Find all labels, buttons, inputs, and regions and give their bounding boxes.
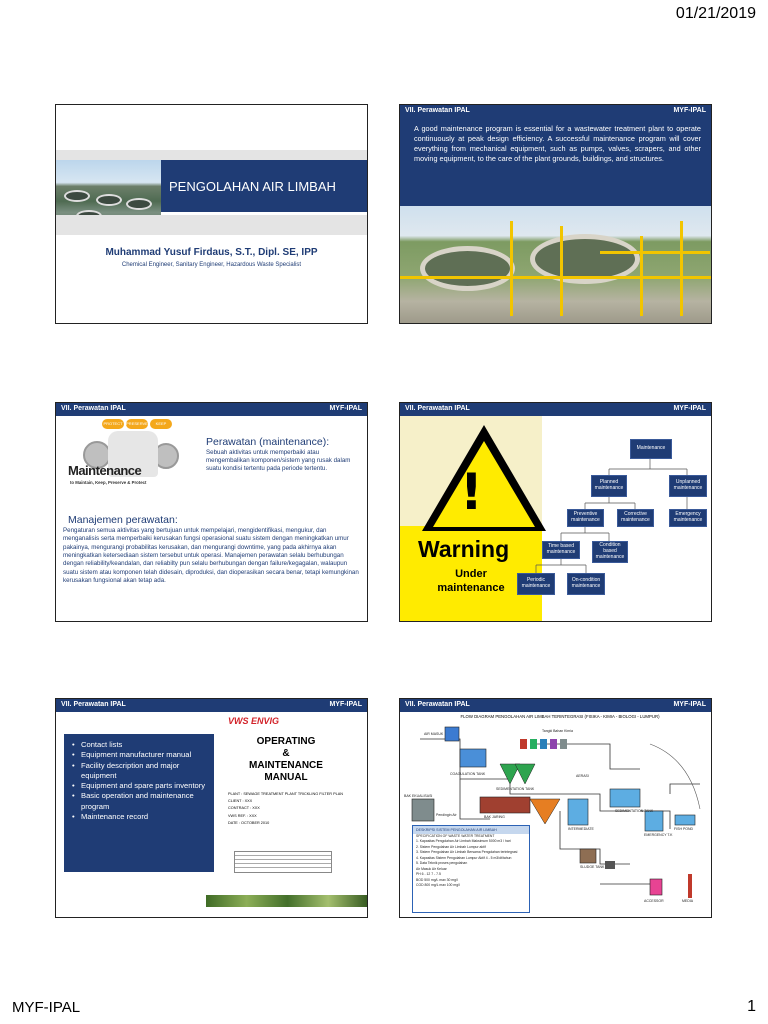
- node-emergency: Emergency maintenance: [669, 509, 707, 527]
- sign-preserve: PRESERVE: [126, 419, 148, 429]
- diagram-label: EMERGENCY T.K: [644, 833, 673, 837]
- list-item: • Facility description and major equipment: [72, 761, 208, 782]
- grass-image: [206, 895, 368, 907]
- diagram-label: Pendingin Air: [436, 813, 457, 817]
- node-unplanned: Unplanned maintenance: [669, 475, 707, 497]
- diagram-label: SLUDGE TANK: [580, 865, 605, 869]
- box-subtitle: SPECIFICATION OF WASTE WATER TREATMENT: [416, 834, 495, 838]
- diagram-label: COAGULATION TANK: [450, 772, 486, 776]
- heading-manajemen: Manajemen perawatan:: [68, 514, 178, 526]
- text-manajemen: Pengaturan semua aktivitas yang bertujuan untuk mempelajari, mengidentifikasi, mengukur, dan menganalisis serta memperbaiki kerusakan fungsi operasional suatu sistem dengan meningkatkan umur pakainya, mengurangi probabilitas kerusakan, dan mengurangi downtime, yang pada akhirnya akan meningkatkan ketersediaan sistem tersebut untuk operasi. Manajemen perawatan selalu berhubungan dengan reliability/keandalan, dan reliabilty pun selalu berhubungan dengan failure/kegagalan, walaupun suatu sistem atau komponen telah didesain, diproduksi, dan dioperasikan secara benar, tetapi kemungkinan kerusakan fungsional akan tetap ada.: [63, 527, 359, 585]
- slide-flow-diagram: [399, 698, 712, 918]
- slide-title-text: PENGOLAHAN AIR LIMBAH: [161, 160, 368, 212]
- tree-connectors: [400, 403, 712, 622]
- text-perawatan: Sebuah aktivitas untuk memperbaiki atau mengembalikan komponen/sistem yang rusak dalam suatu kondisi tertentu pada periode tertentu.: [206, 449, 351, 473]
- slide-header: VII. Perawatan IPAL MYF-IPAL: [56, 403, 367, 416]
- under-maintenance-text: Under maintenance: [437, 568, 505, 595]
- diagram-label: AERASI: [576, 774, 589, 778]
- sign-keep: KEEP: [150, 419, 172, 429]
- diagram-label: BAK EKUALISASI: [404, 794, 433, 798]
- slide-title: [55, 104, 368, 324]
- diagram-label: SEDIMENTATION TANK: [615, 809, 654, 813]
- page-number: 1: [747, 998, 756, 1015]
- author-name: Muhammad Yusuf Firdaus, S.T., Dipl. SE, IPP: [105, 247, 318, 258]
- brand-logo: VWS ENVIG: [228, 716, 280, 726]
- list-item: • Maintenance record: [72, 812, 208, 822]
- diagram-label: BAK JARING: [484, 815, 505, 819]
- manual-title: OPERATING & MAINTENANCE MANUAL: [249, 736, 323, 783]
- diagram-label: AIR MASUK: [424, 732, 444, 736]
- slide-definition: [55, 402, 368, 622]
- revision-table: [234, 851, 332, 873]
- program-text: A good maintenance program is essential for a wastewater treatment plant to operate continuously at peak design efficiency. A successful maintenance program will cover everything from mechanical equipment, such as pumps, valves, scrapers, and other moving equipment, to the care of the plant grounds, buildings, and structures.: [400, 118, 711, 206]
- heading-perawatan: Perawatan (maintenance):: [206, 436, 330, 448]
- node-time-based: Time based maintenance: [542, 541, 580, 559]
- diagram-label: ACCESSOR: [644, 899, 664, 903]
- author-role: Chemical Engineer, Sanitary Engineer, Hazardous Waste Specialist: [121, 262, 302, 268]
- sign-protect: PROTECT: [102, 419, 124, 429]
- exclamation-icon: !: [460, 463, 483, 521]
- om-contents-list: [64, 734, 214, 872]
- slide-maintenance-program: [399, 104, 712, 324]
- list-item: • Equipment and spare parts inventory: [72, 781, 208, 791]
- node-corrective: Corrective maintenance: [617, 509, 654, 527]
- warning-text: Warning: [418, 536, 510, 562]
- footer-label: MYF-IPAL: [12, 999, 81, 1016]
- band: [56, 215, 367, 235]
- node-condition-based: Condition based maintenance: [592, 541, 628, 563]
- manual-meta: PLANT : SEWAGE TREATMENT PLANT TRICKLING FILTER PLAN CLIENT : XXX CONTRACT : XXX VWS REF. : XXX DATE : OCTOBER 2010: [228, 792, 343, 825]
- clarifier-photo: [400, 206, 711, 324]
- maintenance-word: Maintenance: [68, 463, 142, 478]
- list-item: • Contact lists: [72, 740, 208, 750]
- slide-header: VII. Perawatan IPAL MYF-IPAL: [400, 403, 711, 416]
- diagram-label: INTERMEDIATE: [568, 827, 594, 831]
- slide-maintenance-types: [399, 402, 712, 622]
- maintenance-tagline: to Maintain, Keep, Preserve & Protect: [70, 480, 147, 485]
- node-on-condition: On-condition maintenance: [567, 573, 605, 595]
- diagram-label: FISH POND: [674, 827, 694, 831]
- node-periodic: Periodic maintenance: [517, 573, 555, 595]
- list-item: • Basic operation and maintenance program: [72, 791, 208, 812]
- diagram-title: FLOW DIAGRAM PENGOLAHAN AIR LIMBAH TERINTEGRASI (FISIKA - KIMIA - BIOLOGI - LUMPUR): [460, 714, 660, 719]
- node-planned: Planned maintenance: [591, 475, 627, 497]
- slide-om-manual: [55, 698, 368, 918]
- node-preventive: Preventive maintenance: [567, 509, 604, 527]
- diagram-label: MEDIA: [682, 899, 694, 903]
- print-date: 01/21/2019: [675, 5, 756, 22]
- slide-header: VII. Perawatan IPAL MYF-IPAL: [400, 699, 711, 712]
- list-item: • Equipment manufacturer manual: [72, 750, 208, 760]
- diagram-label: SEDIMENTATION TANK: [496, 787, 535, 791]
- node-maintenance: Maintenance: [630, 439, 672, 459]
- slide-header: VII. Perawatan IPAL MYF-IPAL: [400, 105, 711, 118]
- system-description-box: DESKRIPSI SISTEM PENGOLAHAN AIR LIMBAH SPECIFICATION OF WASTE WATER TREATMENT 1. Kapasitas Pengolahan Air Limbah Maksimum 5000 m3 / hari 2. Sistem Pengolahan Air Limbah Lumpur aktif 3. Sistem Pengolahan Air Limbah Bersama Pengolahan terintegrasi 4. Kapasitas Sistem Pengolahan Lumpur Aktif 4 - 5 m3/dt/tahun 5. Data Teknik proses pengolahan Air Masuk Air Keluar PH 6 - 12 7 - 7.5 BOD 500 mg/L max 30 mg/l COD 800 mg/L max 100 mg/l: [412, 825, 530, 913]
- box-title: DESKRIPSI SISTEM PENGOLAHAN AIR LIMBAH: [413, 826, 529, 834]
- slide-header: VII. Perawatan IPAL MYF-IPAL: [56, 699, 367, 712]
- diagram-label: Tangki Bahan Kimia: [542, 729, 573, 733]
